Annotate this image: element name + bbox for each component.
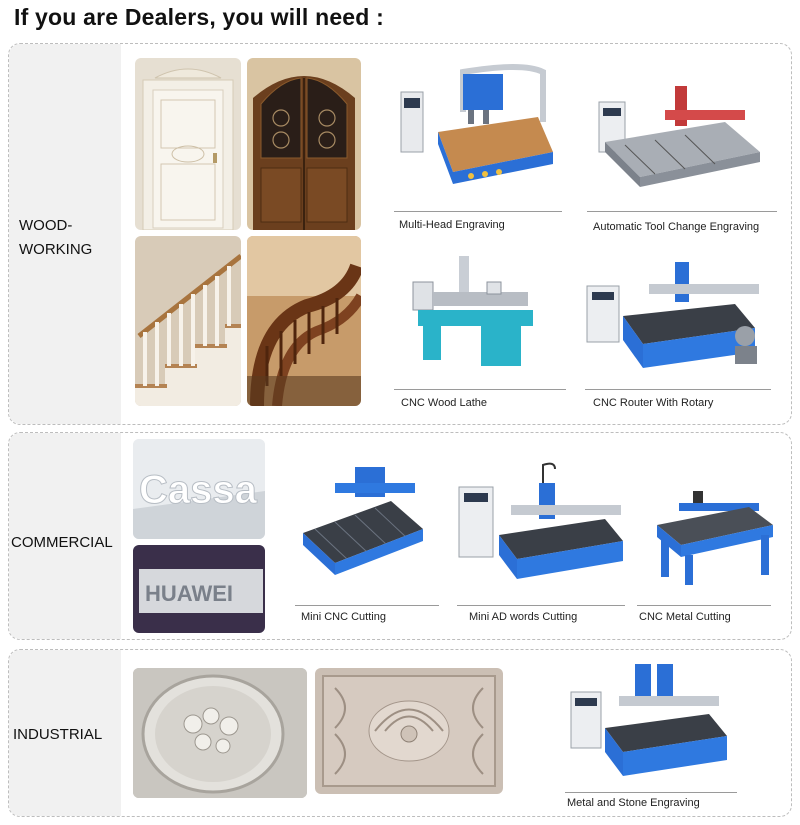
white-staircase-photo	[135, 236, 241, 406]
caption-mini-cnc-cutting: Mini CNC Cutting	[301, 611, 386, 623]
mini-cnc-cutting-image	[295, 463, 429, 583]
cnc-metal-cutting-image	[649, 485, 779, 589]
caption-metal-stone-engraving: Metal and Stone Engraving	[567, 797, 700, 809]
woodworking-section	[8, 43, 792, 425]
caption-divider	[565, 792, 737, 793]
caption-divider	[457, 605, 625, 606]
multi-head-engraving-machine-image	[393, 62, 563, 192]
cnc-router-rotary-image	[585, 256, 771, 376]
industrial-section	[8, 649, 792, 817]
cassa-letters-photo	[133, 439, 265, 539]
industrial-label: INDUSTRIAL	[13, 726, 103, 743]
mini-ad-words-cutting-image	[455, 461, 625, 585]
caption-atc-engraving: Automatic Tool Change Engraving	[593, 221, 760, 233]
caption-mini-ad-words-cutting: Mini AD words Cutting	[469, 611, 578, 623]
caption-divider	[637, 605, 771, 606]
atc-engraving-machine-image	[595, 82, 765, 202]
commercial-label: COMMERCIAL	[11, 534, 113, 551]
huawei-sign-photo	[133, 545, 265, 633]
caption-multi-head-engraving: Multi-Head Engraving	[399, 219, 505, 231]
caption-cnc-wood-lathe: CNC Wood Lathe	[401, 397, 488, 409]
page-title: If you are Dealers, you will need :	[14, 4, 385, 30]
woodworking-label-line1: WOOD-	[19, 217, 73, 234]
commercial-section	[8, 432, 792, 640]
caption-divider	[295, 605, 439, 606]
woodworking-label-line2: WORKING	[19, 241, 93, 258]
carved-panel-relief-photo	[315, 668, 503, 794]
white-door-photo	[135, 58, 241, 230]
caption-divider	[394, 211, 562, 212]
spiral-staircase-photo	[247, 236, 361, 406]
metal-stone-engraving-image	[569, 662, 729, 784]
cnc-wood-lathe-image	[403, 252, 543, 372]
caption-divider	[587, 211, 777, 212]
caption-cnc-metal-cutting: CNC Metal Cutting	[639, 611, 731, 623]
carved-glass-medallion-photo	[133, 668, 307, 798]
woodworking-label	[19, 214, 92, 262]
caption-divider	[585, 389, 771, 390]
arched-door-photo	[247, 58, 361, 230]
huawei-sign-text: HUAWEI	[145, 581, 233, 606]
caption-divider	[394, 389, 566, 390]
cassa-sign-text: Cassa	[139, 468, 257, 512]
caption-cnc-router-rotary: CNC Router With Rotary	[593, 397, 714, 409]
